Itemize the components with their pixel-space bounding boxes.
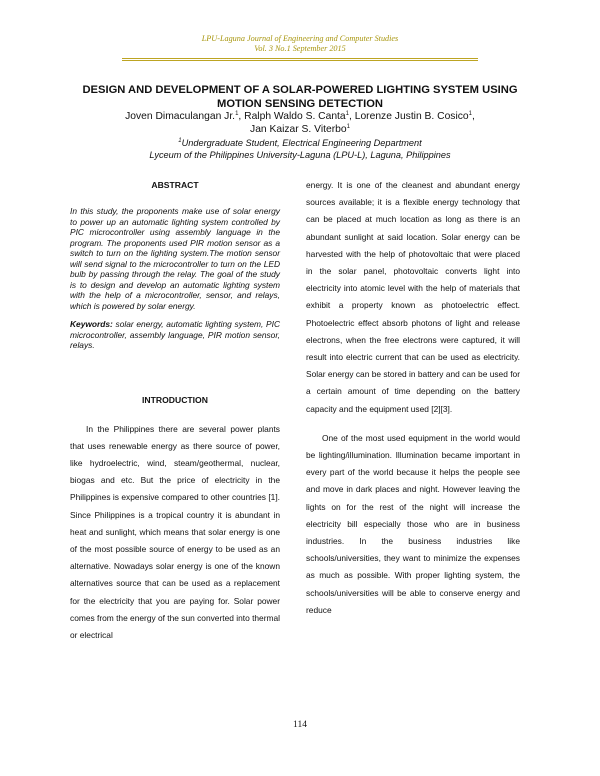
affiliation: $^1$Undergraduate Student, Electrical Engineering Department Lyceum of the Philippines University-Laguna (LPU-L), Laguna, Philippines [0,137,600,161]
abstract-text: In this study, the proponents make use of solar energy to power up an automatic lighting system controlled by PIC microcontroller using assembly language in the program. The proponents used PIR motion sensor as a switch to turn on the lighting system.The motion sensor will send signal to the microcontroller to turn on the LED bulb by passing through the relay. The goal of the study is to design and develop an automatic lighting system with the help of a microcontroller, sensor, and relays, which is powered by solar energy. [70,206,280,311]
author-3: Lorenze Justin B. Cosico [354,111,469,122]
page-number: 114 [293,720,307,730]
author-1: Joven Dimaculangan Jr. [125,111,236,122]
journal-volume: Vol. 3 No.1 September 2015 [254,44,346,53]
keywords-list: solar energy, automatic lighting system, PIC microcontroller, assembly language, PIR motion sensor, relays. [70,319,280,350]
introduction-paragraph-2: One of the most used equipment in the world would be lighting/illumination. Illumination became important in every part of the world because it helps the people see and move in dark places and night. However leaving the lights on for the rest of the night will increase the electricity bill especially those who are in business industries. In the business industries like schools/universities, they want to minimize the expenses as much as possible. With proper lighting system, the schools/universities will be able to conserve energy and reduce [306,432,520,615]
introduction-paragraph-1: In the Philippines there are several power plants that uses renewable energy as there source of power, like hydroelectric, wind, steam/geothermal, nuclear, biogas and etc. But the price of electricity in the Philippines is expensive compared to other countries [1]. Since Philippines is a tropical country it is abundant in heat and sunlight, which means that solar energy is one of the most possible source of energy to be used as an alternative. Nowadays solar energy is one of the known alternatives source that can be used as a replacement for the electricity that you are paying for. Solar power comes from the energy of the sun converted into thermal or electrical [70,423,280,640]
author-4: Jan Kaizar S. Viterbo [250,124,347,135]
introduction-paragraph-1-continued: energy. It is one of the cleanest and abundant energy sources available; it is a flexible energy technology that can be placed at much location as long as there is an abundant sunlight at said location. Solar energy can be harvested with the help of photovoltaic that were placed in the solar panel, photovoltaic converts light into electricity into atomic level with the help of materials that exhibit a property known as photoelectric effect. Photoelectric effect absorb photons of light and release electrons, when the free electrons were captured, it will result into electric current that can be used as electricity. Solar energy can be stored in battery and can be used for a certain amount of time depending on the battery capacity and the equipment used [2][3]. [306,180,520,414]
affiliation-department: Undergraduate Student, Electrical Engineering Department [181,138,422,148]
right-column [306,180,520,619]
journal-title: LPU-Laguna Journal of Engineering and Computer Studies [201,34,399,43]
header-rule-top [122,58,478,59]
left-column [70,180,280,644]
journal-header [0,34,600,54]
header-rule-bottom [122,60,478,61]
introduction-heading: INTRODUCTION [142,394,208,405]
abstract-heading: ABSTRACT [151,180,199,190]
paper-title: DESIGN AND DEVELOPMENT OF A SOLAR-POWERED LIGHTING SYSTEM USING MOTION SENSING DETECTION [82,84,518,110]
author-list: Joven Dimaculangan Jr.$^1$, Ralph Waldo S. Canta$^1$, Lorenze Justin B. Cosico$^1$, Jan Kaizar S. Viterbo$^1$ [125,111,475,135]
keywords [70,319,280,351]
affiliation-university: Lyceum of the Philippines University-Laguna (LPU-L), Laguna, Philippines [149,150,451,160]
keywords-label: Keywords: [70,319,113,329]
author-2: Ralph Waldo S. Canta [244,111,346,122]
